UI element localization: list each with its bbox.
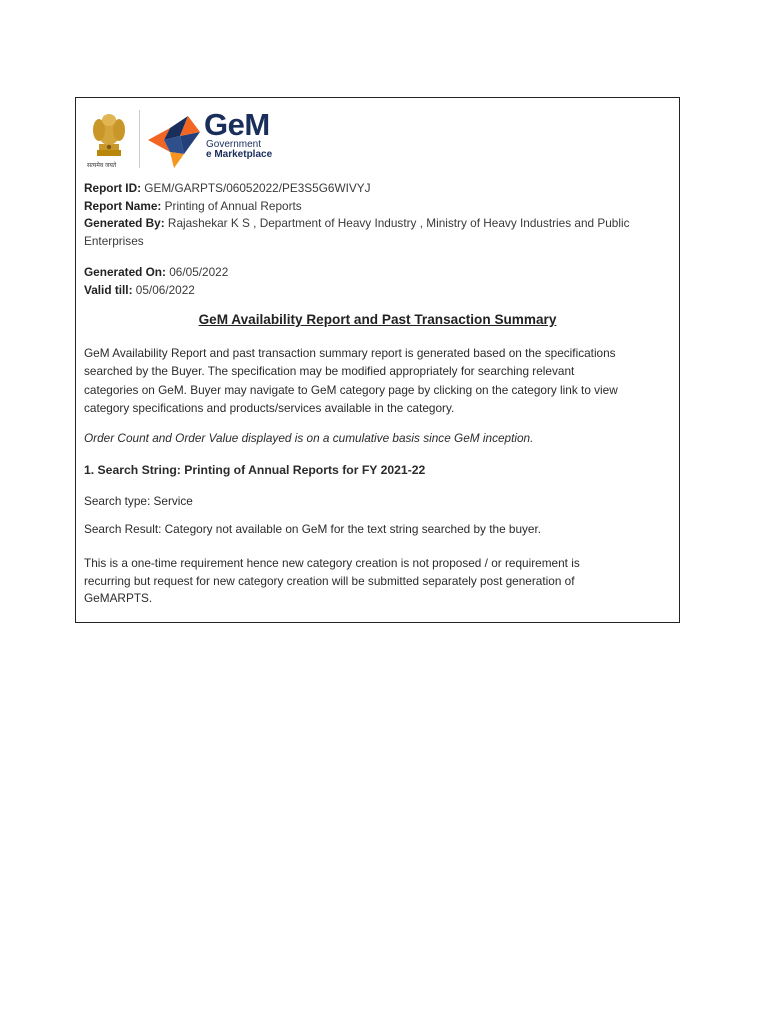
report-id-label: Report ID: [84, 181, 142, 195]
generated-on-row [84, 264, 674, 282]
report-dates [84, 264, 674, 299]
intro-line: searched by the Buyer. The specification may be modified appropriately for searching relevant [84, 364, 575, 379]
brand-line-government: Government [206, 139, 262, 150]
logo-divider [139, 110, 140, 168]
report-name-label: Report Name: [84, 198, 162, 213]
generated-by-row [84, 215, 674, 233]
closing-line: This is a one-time requirement hence new category creation is not proposed / or requirement is [84, 556, 580, 570]
intro-line: categories on GeM. Buyer may navigate to GeM category page by clicking on the category link to view [84, 382, 618, 397]
section-title: GeM Availability Report and Past Transaction Summary [198, 312, 557, 327]
search-result: Search Result: Category not available on GeM for the text string searched by the buyer. [84, 522, 542, 536]
valid-till-row [84, 282, 674, 300]
generated-by-value: Rajashekar K S , Department of Heavy Industry , Ministry of Heavy Industries and Public [167, 216, 630, 230]
generated-on-value: 06/05/2022 [169, 265, 229, 279]
closing-paragraph [84, 555, 674, 608]
brand-line-marketplace: e Marketplace [206, 149, 273, 160]
intro-line: GeM Availability Report and past transaction summary report is generated based on the specifications [84, 346, 616, 360]
report-card [75, 97, 680, 623]
emblem-caption: सत्यमेव जयते [87, 163, 117, 169]
generated-by-value-line2: Enterprises [84, 233, 144, 248]
report-id-row [84, 180, 674, 198]
intro-line: category specifications and products/services available in the category. [84, 400, 455, 415]
generated-on-label: Generated On: [84, 265, 166, 279]
report-metadata [84, 180, 674, 250]
brand-name: GeM [204, 107, 270, 142]
generated-by-label: Generated By: [84, 216, 165, 230]
report-name-value: Printing of Annual Reports [164, 198, 302, 213]
report-name-row [84, 198, 674, 216]
cumulative-note: Order Count and Order Value displayed is on a cumulative basis since GeM inception. [84, 431, 534, 445]
intro-paragraph [84, 344, 674, 417]
closing-line: GeMARPTS. [84, 591, 153, 606]
gem-logo-icon [144, 110, 206, 170]
logo-row [85, 106, 385, 168]
report-id-value: GEM/GARPTS/06052022/PE3S5G6WIVYJ [144, 181, 371, 195]
search-type: Search type: Service [84, 494, 193, 508]
generated-by-continued [84, 233, 674, 251]
valid-till-value: 05/06/2022 [135, 282, 195, 297]
valid-till-label: Valid till: [84, 282, 133, 297]
search-string-heading: 1. Search String: Printing of Annual Reports for FY 2021-22 [84, 463, 426, 477]
closing-line: recurring but request for new category creation will be submitted separately post generation of [84, 573, 575, 588]
